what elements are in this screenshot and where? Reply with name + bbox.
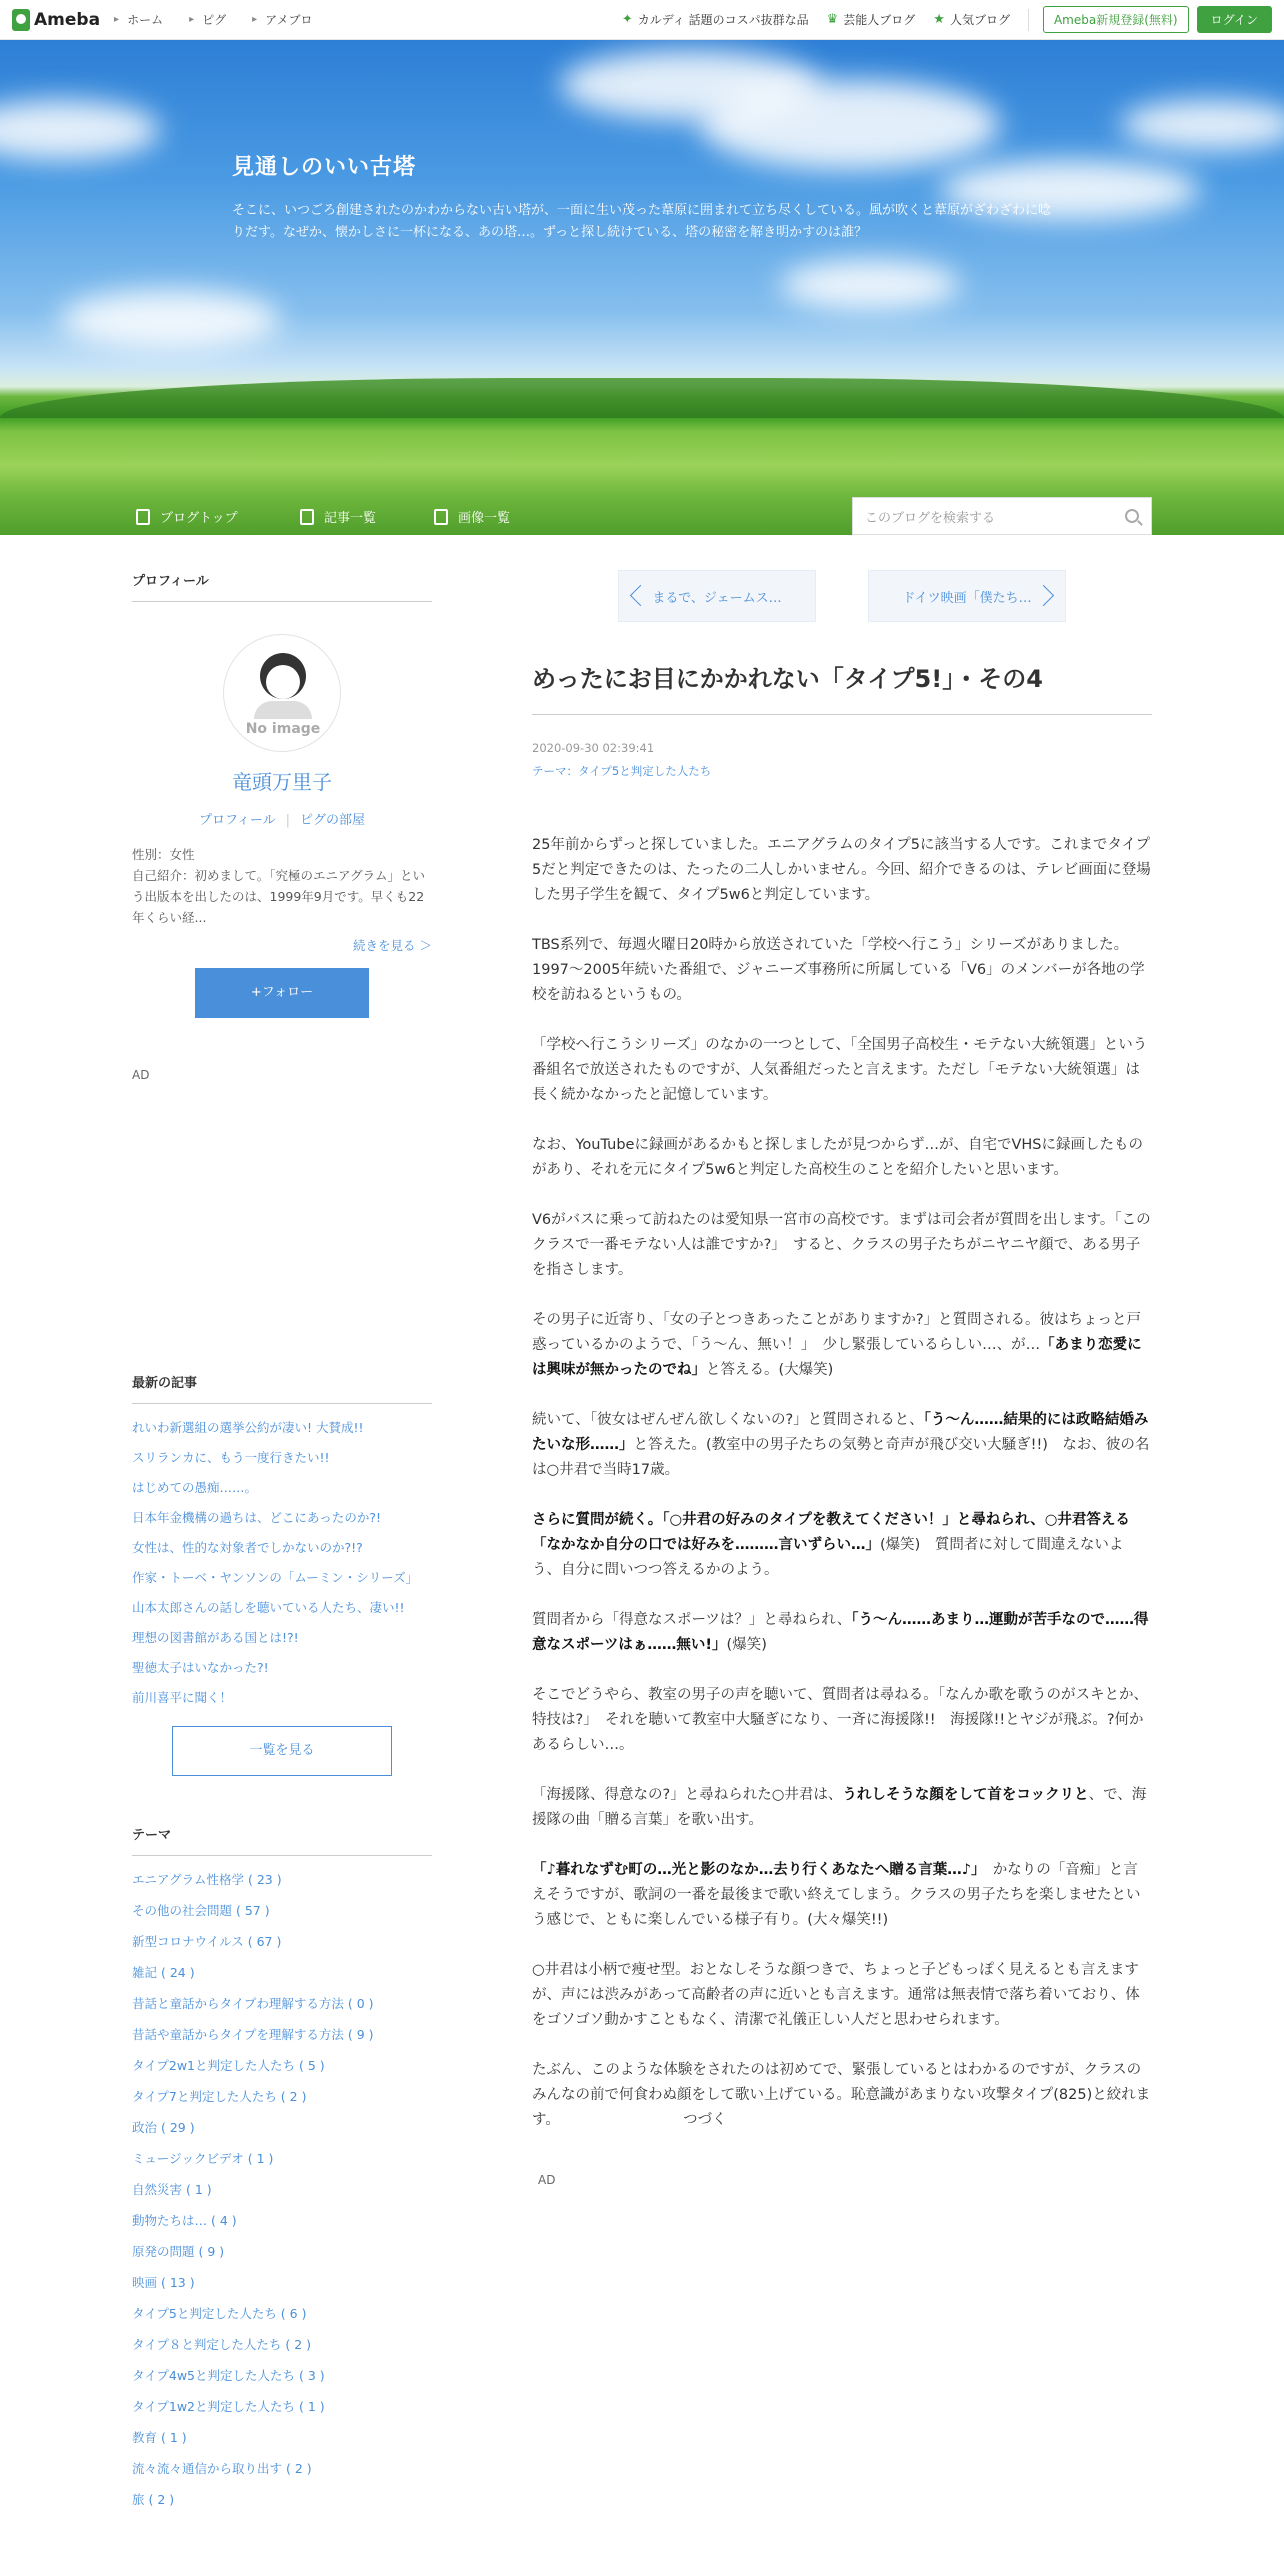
treeline [0,378,1284,418]
paragraph: V6がバスに乗って訪ねたのは愛知県一宮市の高校です。まずは司会者が質問を出します。「このクラスで一番モテない人は誰ですか?」 すると、クラスの男子たちがニヤニヤ顔で、ある男子を指さします。 [532,1212,1151,1278]
global-header [0,0,1284,40]
paragraph: なお、YouTubeに録画があるかもと探しましたが見つからず…が、自宅でVHSに録画したものがあり、それを元にタイプ5w6と判定した高校生のことを紹介したいと思います。 [532,1137,1143,1178]
crown-icon: ♛ [826,12,839,27]
login-button[interactable]: ログイン [1197,6,1272,33]
paragraph: 「海援隊、得意なの?」と尋ねられた○井君は、うれしそうな顔をして首をコックリと、で、海援隊の曲「贈る言葉」を歌い出す。 [532,1787,1147,1828]
user-name[interactable]: 竜頭万里子 [232,770,332,794]
celebrity-blog-link[interactable]: ♛ 芸能人ブログ [826,12,916,27]
cloud [1120,100,1284,150]
nav-ameblo[interactable]: ▸ アメブロ [252,11,312,28]
header-right [604,6,1272,33]
theme-link[interactable]: 政治 ( 29 ) [132,2120,195,2135]
entry-theme-link[interactable]: テーマ：タイプ5と判定した人たち [532,764,712,778]
cloud [0,100,160,160]
camera-icon [434,509,448,525]
recent-entry-link[interactable]: はじめての愚痴……。 [132,1480,258,1495]
register-button[interactable]: Ameba新規登録(無料) [1043,6,1189,33]
theme-link[interactable]: 自然災害 ( 1 ) [132,2182,212,2197]
entry-list-link[interactable]: 記事一覧 [300,507,376,526]
star-icon: ★ [933,12,945,27]
recent-entry-link[interactable]: スリランカに、もう一度行きたい!! [132,1450,330,1465]
theme-link[interactable]: エニアグラム性格学 ( 23 ) [132,1872,282,1887]
theme-link[interactable]: タイプ4w5と判定した人たち ( 3 ) [132,2368,325,2383]
cloud [60,290,280,350]
read-more-link[interactable]: 続きを見る ＞ [353,938,432,953]
paragraph: たぶん、このような体験をされたのは初めてで、緊張しているとはわかるのですが、クラスのみんなの前で何食わぬ顔をして歌い上げている。恥意識があまりない攻撃タイプ(825)と絞れます。 つづく [532,2062,1151,2128]
blog-nav [0,460,1284,535]
theme-link[interactable]: 映画 ( 13 ) [132,2275,195,2290]
paragraph: さらに質問が続く。「○井君の好みのタイプを教えてください！」と尋ねられ、○井君答える「なかなか自分の口では好みを………言いずらい…」(爆笑) 質問者に対して間違えないよう、自分に問いつつ答えるかのよう。 [532,1512,1130,1578]
search-icon[interactable] [1125,509,1139,523]
pigg-room-link[interactable]: ピグの部屋 [300,813,366,828]
global-nav [114,11,338,28]
avatar[interactable] [223,634,341,752]
theme-link[interactable]: 旅 ( 2 ) [132,2492,175,2507]
profile-heading: プロフィール [132,570,432,602]
gender: 性別：女性 [132,847,195,862]
avatar-body [254,701,312,719]
blog-description: そこに、いつごろ創建されたのかわからない古い塔が、一面に生い茂った葦原に囲まれて立ち尽くしている。風が吹くと葦原がざわざわに唸りだす。なぜか、懐かしさに一杯になる、あの塔…。ずっと探し続けている、塔の秘密を解き明かすのは誰？ [232,203,1052,240]
view-all-button[interactable]: 一覧を見る [172,1726,392,1776]
paragraph: ○井君は小柄で痩せ型。おとなしそうな顔つきで、ちょっと子どもっぽく見えるとも言えますが、声には渋みがあって高齢者の声に近いとも言えます。通常は無表情で落ち着いており、体をゴソゴソ動かすこともなく、清潔で礼儀正しい人だと思わせられます。 [532,1962,1140,2028]
recent-entry-link[interactable]: れいわ新選組の選挙公約が凄い! 大賛成!! [132,1420,364,1435]
entry-pager [532,570,1152,622]
theme-link[interactable]: 昔話や童話からタイプを理解する方法 ( 9 ) [132,2027,374,2042]
paragraph: TBS系列で、毎週火曜日20時から放送されていた「学校へ行こう」シリーズがありました。1997～2005年続いた番組で、ジャニーズ事務所に所属している「V6」のメンバーが各地の学校を訪ねるというもの。 [532,937,1145,1003]
entry-body [532,833,1152,2133]
prev-entry-link[interactable]: まるで、ジェームス… [618,570,816,622]
separator: | [285,813,291,828]
document-icon [136,509,150,525]
blog-search-input[interactable]: このブログを検索する [852,497,1152,535]
theme-link[interactable]: 流々流々通信から取り出す ( 2 ) [132,2461,312,2476]
blog-top-link[interactable]: ブログトップ [136,507,238,526]
self-intro: 自己紹介：初めまして。「究極のエニアグラム」という出版本を出したのは、1999年9月です。早くも22年くらい経... [132,868,426,925]
star-icon: ✦ [621,12,633,27]
recent-entry-link[interactable]: 前川喜平に聞く！ [132,1690,233,1705]
theme-link[interactable]: 原発の問題 ( 9 ) [132,2244,225,2259]
profile-link[interactable]: プロフィール [198,813,276,828]
entry-date: 2020-09-30 02:39:41 [532,741,655,755]
ameba-logo-icon [12,9,30,31]
entry-title[interactable]: めったにお目にかかれない「タイプ5!」・その4 [532,662,1152,715]
promo-link[interactable]: ✦ カルディ 話題のコスパ抜群な品 [621,12,809,27]
theme-link[interactable]: タイプ８と判定した人たち ( 2 ) [132,2337,312,2352]
recent-entry-link[interactable]: 理想の図書館がある国とは!?! [132,1630,299,1645]
theme-link[interactable]: その他の社会問題 ( 57 ) [132,1903,270,1918]
theme-link[interactable]: 新型コロナウイルス ( 67 ) [132,1934,282,1949]
theme-link[interactable]: 動物たちは… ( 4 ) [132,2213,237,2228]
theme-link[interactable]: 雑記 ( 24 ) [132,1965,195,1980]
recent-entry-link[interactable]: 女性は、性的な対象者でしかないのか?!? [132,1540,363,1555]
blog-title[interactable]: 見通しのいい古塔 [232,155,417,180]
image-list-link[interactable]: 画像一覧 [434,507,510,526]
main-content [532,570,1152,2187]
theme-link[interactable]: ミュージックビデオ ( 1 ) [132,2151,274,2166]
theme-link[interactable]: タイプ1w2と判定した人たち ( 1 ) [132,2399,325,2414]
theme-link[interactable]: タイプ5と判定した人たち ( 6 ) [132,2306,307,2321]
recent-list [132,1418,432,1708]
pages-icon [300,509,314,525]
cloud [780,260,960,310]
theme-heading: テーマ [132,1824,432,1856]
profile-links [132,809,432,828]
theme-list [132,1870,432,2510]
ad-label: AD [132,1068,150,1082]
ameba-logo[interactable]: Ameba [12,9,100,31]
sidebar [132,570,432,2521]
recent-entry-link[interactable]: 聖徳太子はいなかった?! [132,1660,269,1675]
cloud [700,80,1000,170]
divider [1028,9,1029,31]
recent-heading: 最新の記事 [132,1372,432,1404]
recent-entry-link[interactable]: 作家・トーベ・ヤンソンの「ムーミン・シリーズ」 [132,1570,419,1585]
nav-pigg[interactable]: ▸ ピグ [189,11,226,28]
ad-label: AD [538,2173,556,2187]
paragraph: 質問者から「得意なスポーツは？」と尋ねられ、「う～ん……あまり…運動が苦手なので……得意なスポーツはぁ……無い!」(爆笑) [532,1612,1149,1653]
paragraph: 「♪暮れなずむ町の…光と影のなか…去り行くあなたへ贈る言葉…♪」 かなりの「音痴」と言えそうですが、歌詞の一番を最後まで歌い終えてしまう。クラスの男子たちを楽しませたという感じで、ともに楽しんでいる様子有り。(大々爆笑!!) [532,1862,1141,1928]
paragraph: 25年前からずっと探していました。エニアグラムのタイプ5に該当する人です。これまでタイプ5だと判定できたのは、たったの二人しかいません。今回、紹介できるのは、テレビ画面に登場した男子学生を観て、タイプ5w6と判定しています。 [532,837,1151,903]
theme-link[interactable]: 教育 ( 1 ) [132,2430,187,2445]
profile-info [132,844,432,928]
theme-link[interactable]: タイプ7と判定した人たち ( 2 ) [132,2089,307,2104]
theme-link[interactable]: タイプ2w1と判定した人たち ( 5 ) [132,2058,325,2073]
recent-entry-link[interactable]: 日本年金機構の過ちは、どこにあったのか?! [132,1510,382,1525]
avatar-face [266,665,300,699]
nav-home[interactable]: ▸ ホーム [114,11,163,28]
theme-link[interactable]: 昔話と童話からタイプわ理解する方法 ( 0 ) [132,1996,374,2011]
paragraph: そこでどうやら、教室の男子の声を聴いて、質問者は尋ねる。「なんか歌を歌うのがスキとか、特技は?」 それを聴いて教室中大騒ぎになり、一斉に海援隊!! 海援隊!!とヤジが飛ぶ。?何かあるらしい…。 [532,1687,1148,1753]
paragraph: その男子に近寄り、「女の子とつきあったことがありますか?」と質問される。彼はちょっと戸惑っているかのようで、「う～ん、無い！」 少し緊張しているらしい…、が…「あまり恋愛には興味が無かったのでね」と答える。(大爆笑) [532,1312,1142,1378]
paragraph: 続いて、「彼女はぜんぜん欲しくないの?」と質問されると、「う～ん……結果的には政略結婚みたいな形……」と答えた。(教室中の男子たちの気勢と奇声が飛び交い大騒ぎ!!) なお、彼の名は○井君で当時17歳。 [532,1412,1150,1478]
paragraph: 「学校へ行こうシリーズ」のなかの一つとして、「全国男子高校生・モテない大統領選」という番組名で放送されたものですが、人気番組だったと言えます。ただし「モテない大統領選」は長く続かなかったと記憶しています。 [532,1037,1148,1103]
popular-blog-link[interactable]: ★ 人気ブログ [933,12,1010,27]
follow-button[interactable]: +フォロー [195,968,369,1018]
no-image-label: No image [245,721,321,737]
next-entry-link[interactable]: ドイツ映画「僕たち… [868,570,1066,622]
recent-entry-link[interactable]: 山本太郎さんの話しを聴いている人たち、凄い!! [132,1600,405,1615]
blog-header-image [0,40,1284,535]
